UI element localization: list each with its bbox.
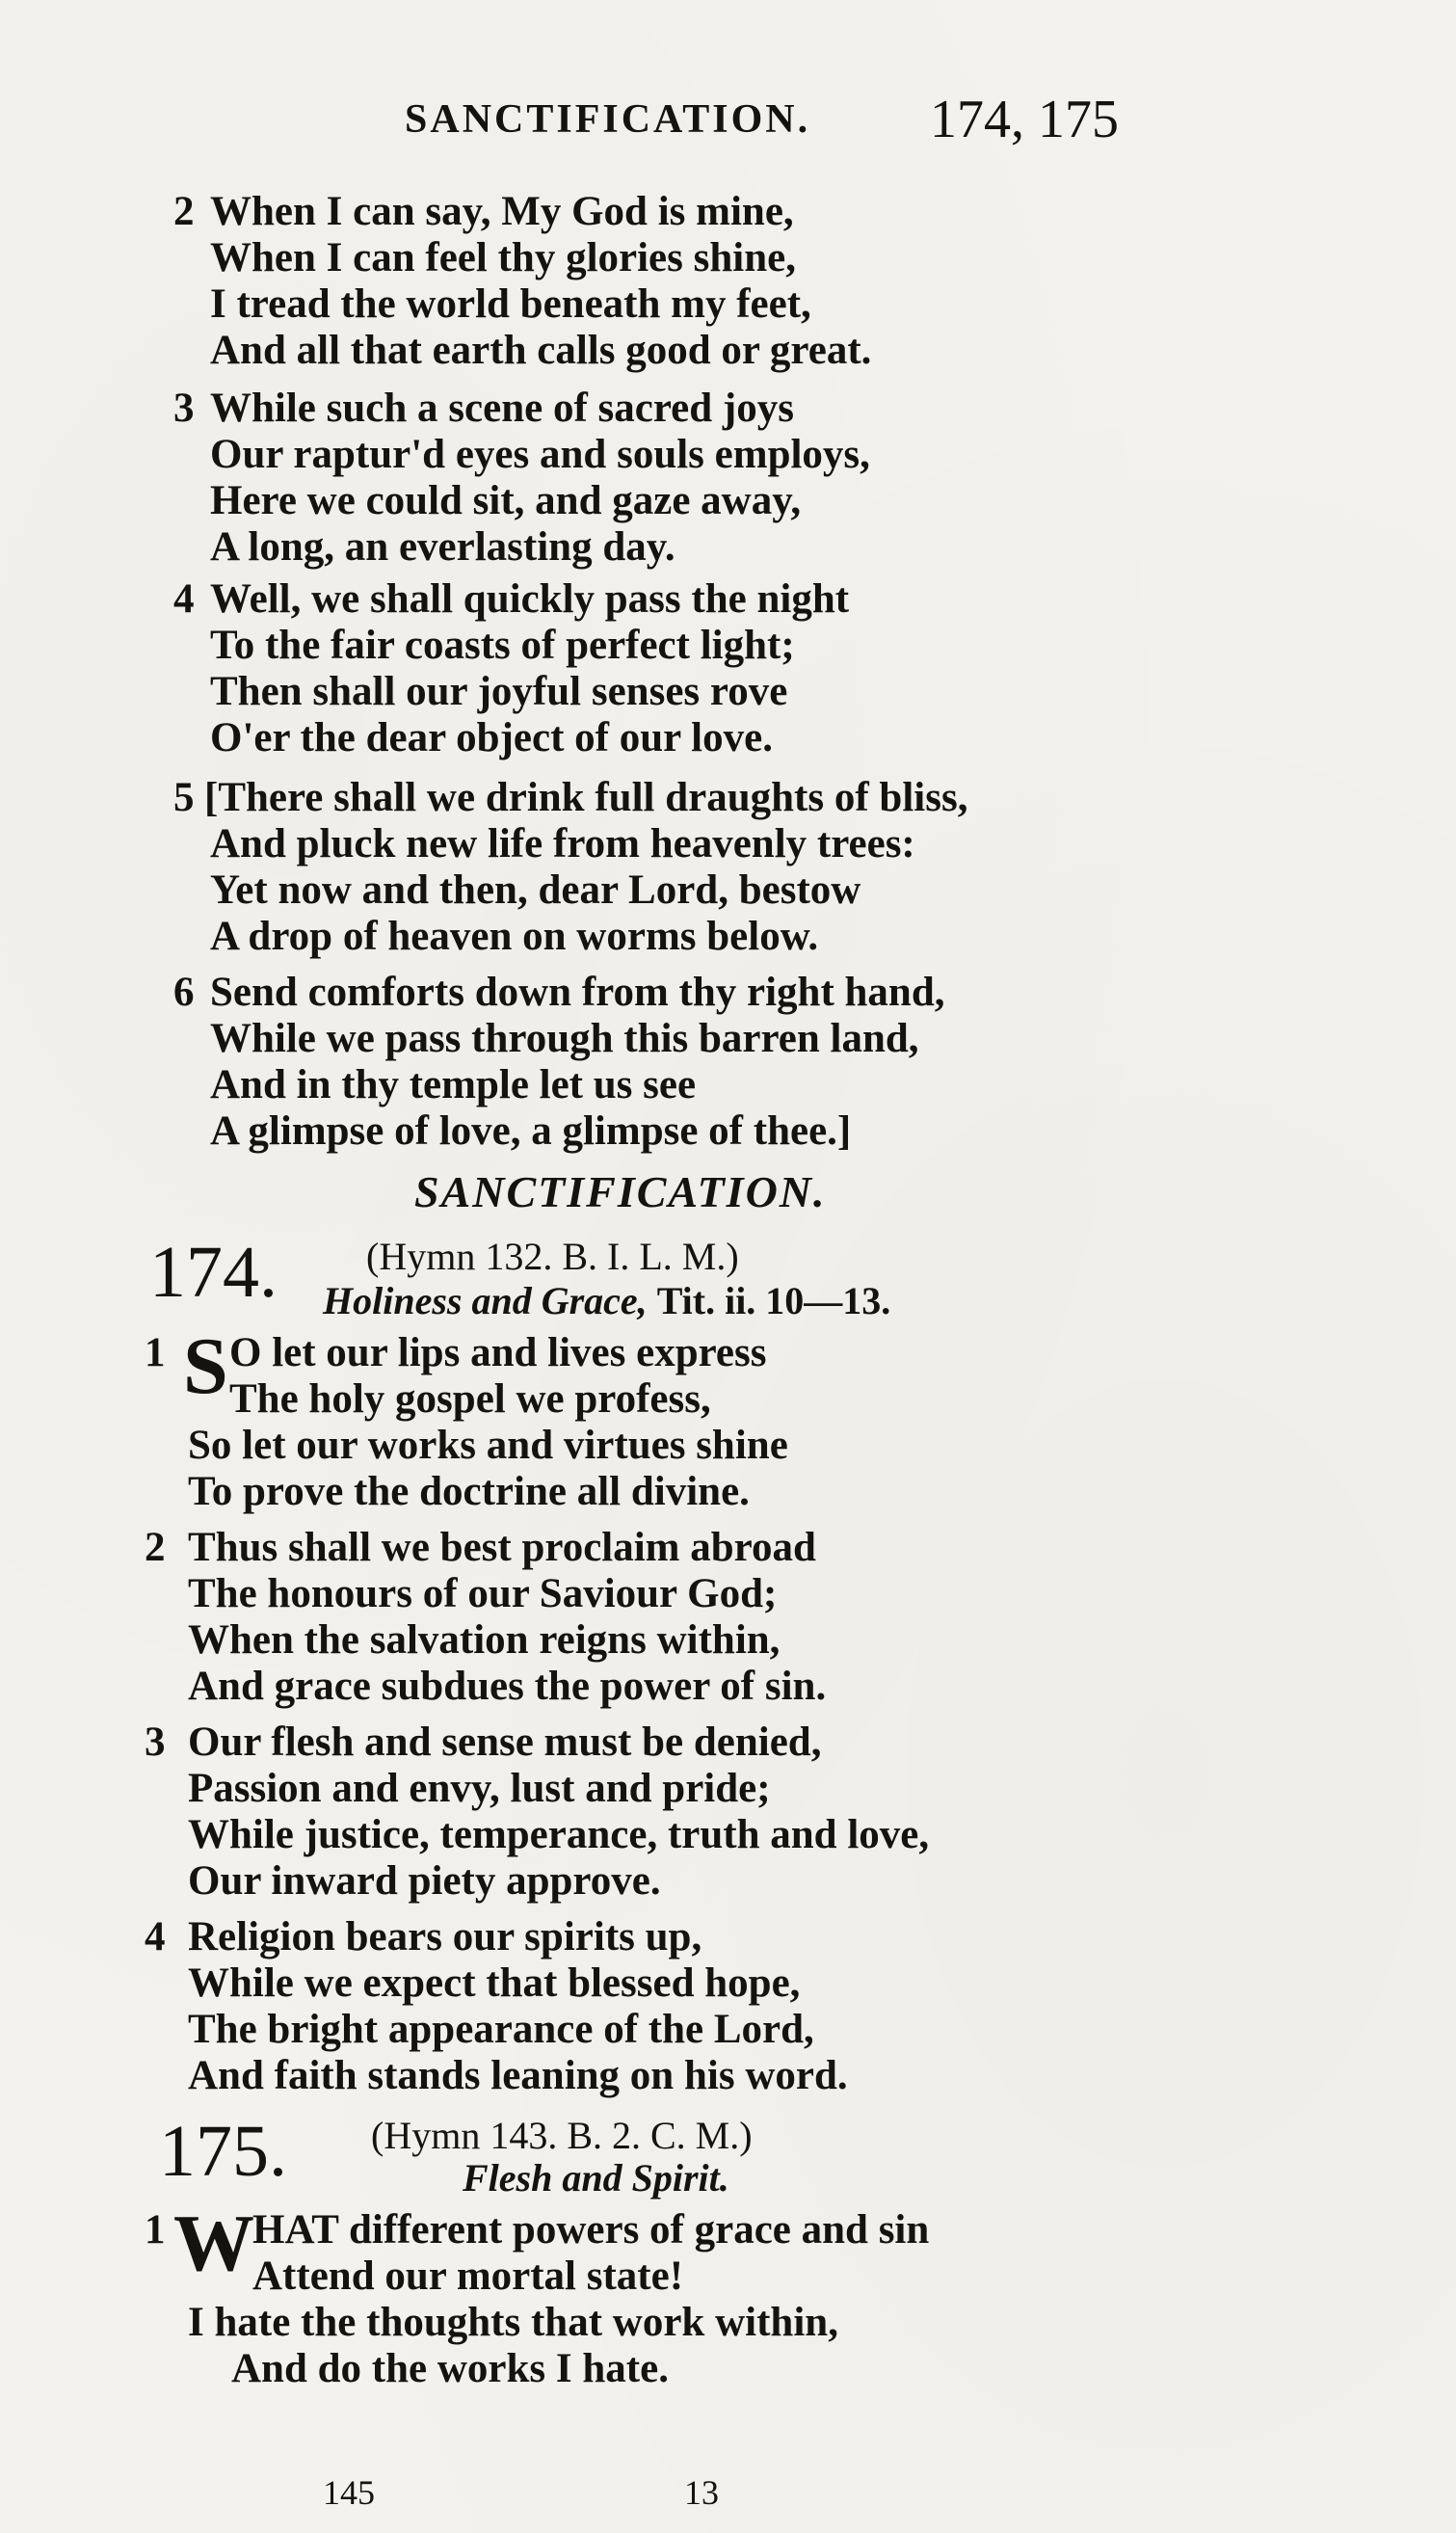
verse-line: Passion and envy, lust and pride;: [188, 1766, 771, 1811]
verse-number: 2: [173, 189, 195, 234]
verse-line: [There shall we drink full draughts of bliss,: [204, 775, 968, 820]
scripture-reference: Tit. ii. 10—13.: [656, 1279, 891, 1322]
verse-line: And faith stands leaning on his word.: [188, 2053, 848, 2098]
verse-line: While we expect that blessed hope,: [188, 1960, 801, 2006]
verse-number: 1: [145, 2207, 166, 2253]
verse-line: Our flesh and sense must be denied,: [188, 1720, 822, 1765]
verse-line: Thus shall we best proclaim abroad: [188, 1525, 816, 1570]
verse-line: And all that earth calls good or great.: [210, 328, 872, 373]
verse-line: When I can feel thy glories shine,: [210, 235, 796, 280]
verse-line: I tread the world beneath my feet,: [210, 281, 811, 327]
hymn-subtitle-text: Holiness and Grace,: [323, 1279, 648, 1322]
verse-line: To prove the doctrine all divine.: [188, 1469, 750, 1514]
verse-line: Then shall our joyful senses rove: [210, 669, 788, 714]
verse-line: Send comforts down from thy right hand,: [210, 970, 945, 1015]
footer-page-number: 145: [323, 2473, 375, 2512]
verse-line: So let our works and virtues shine: [188, 1423, 788, 1468]
footer-signature: 13: [684, 2473, 719, 2512]
verse-line: A drop of heaven on worms below.: [210, 914, 819, 959]
verse-number: 6: [173, 970, 195, 1015]
verse-number: 4: [173, 576, 195, 622]
hymn-subtitle: [323, 1279, 891, 1322]
hymn-meta: (Hymn 143. B. 2. C. M.): [371, 2114, 753, 2157]
verse-line: While justice, temperance, truth and love,: [188, 1812, 930, 1857]
verse-line: O let our lips and lives express: [229, 1330, 767, 1375]
verse-number: 1: [145, 1330, 166, 1375]
hymn-subtitle: Flesh and Spirit.: [463, 2156, 729, 2200]
verse-line: Our inward piety approve.: [188, 1858, 661, 1904]
verse-number: 3: [173, 386, 195, 431]
verse-line: O'er the dear object of our love.: [210, 715, 773, 760]
hymn-number: 174.: [149, 1232, 278, 1313]
verse-number: 2: [145, 1525, 166, 1570]
verse-line: And grace subdues the power of sin.: [188, 1664, 827, 1709]
section-title: SANCTIFICATION.: [414, 1167, 827, 1216]
verse-line: While we pass through this barren land,: [210, 1016, 919, 1061]
verse-number: 4: [145, 1914, 166, 1960]
verse-line: A glimpse of love, a glimpse of thee.]: [210, 1108, 852, 1154]
verse-line: When the salvation reigns within,: [188, 1617, 781, 1663]
verse-line: Religion bears our spirits up,: [188, 1914, 702, 1960]
verse-line: Well, we shall quickly pass the night: [210, 576, 850, 622]
verse-line: While such a scene of sacred joys: [210, 386, 794, 431]
drop-cap: S: [183, 1321, 228, 1411]
page-numbers: 174, 175: [930, 90, 1119, 149]
verse-line: HAT different powers of grace and sin: [252, 2207, 930, 2253]
verse-line: Yet now and then, dear Lord, bestow: [210, 867, 861, 913]
verse-line: I hate the thoughts that work within,: [188, 2300, 838, 2345]
verse-line: And in thy temple let us see: [210, 1062, 697, 1107]
verse-line: The honours of our Saviour God;: [188, 1571, 778, 1616]
verse-line: To the fair coasts of perfect light;: [210, 623, 795, 668]
verse-line: Here we could sit, and gaze away,: [210, 478, 802, 523]
verse-line: The holy gospel we profess,: [229, 1376, 711, 1422]
verse-line: A long, an everlasting day.: [210, 524, 675, 570]
verse-line: Attend our mortal state!: [252, 2253, 684, 2299]
verse-line: When I can say, My God is mine,: [210, 189, 794, 234]
verse-line: The bright appearance of the Lord,: [188, 2007, 814, 2052]
verse-line: Our raptur'd eyes and souls employs,: [210, 432, 870, 477]
verse-number: 5: [173, 775, 195, 820]
verse-number: 3: [145, 1720, 166, 1765]
running-head: SANCTIFICATION.: [405, 97, 811, 142]
verse-line: And pluck new life from heavenly trees:: [210, 821, 915, 867]
drop-cap: W: [173, 2199, 254, 2288]
hymn-number: 175.: [159, 2111, 287, 2192]
verse-line: And do the works I hate.: [231, 2346, 669, 2391]
hymn-meta: (Hymn 132. B. I. L. M.): [366, 1235, 739, 1278]
